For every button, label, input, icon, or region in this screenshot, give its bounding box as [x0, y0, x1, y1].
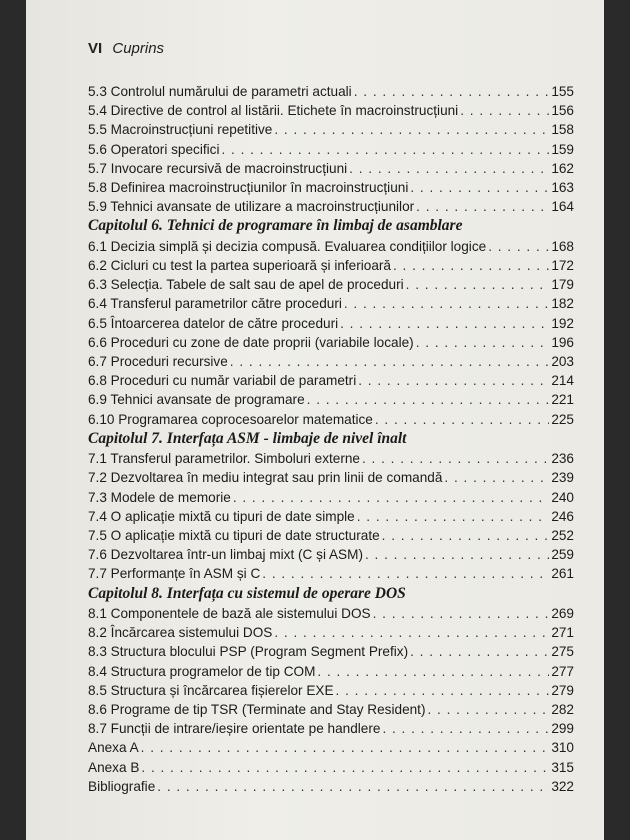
toc-entry-title: 8.2 Încărcarea sistemului DOS	[88, 625, 273, 641]
dot-leader	[340, 314, 549, 333]
toc-entry-page: 279	[551, 682, 574, 698]
toc-entry-page: 322	[551, 778, 574, 794]
toc-entry-title: 6.9 Tehnici avansate de programare	[88, 392, 305, 408]
toc-entry-title: 8.7 Funcții de intrare/ieșire orientate pe handlere	[88, 721, 381, 737]
dot-leader	[416, 197, 549, 216]
toc-entry-title: 5.5 Macroinstrucțiuni repetitive	[88, 122, 273, 138]
book-page	[26, 0, 604, 840]
dot-leader	[410, 642, 549, 661]
chapter-heading: Capitolul 7. Interfața ASM - limbaje de nivel înalt	[88, 429, 407, 447]
dot-leader	[230, 352, 550, 371]
toc-entry-title: 8.5 Structura și încărcarea fișierelor EXE	[88, 682, 334, 698]
dot-leader	[365, 545, 549, 564]
toc-entry	[88, 140, 574, 159]
toc-entry-title: 5.3 Controlul numărului de parametri actuali	[88, 84, 352, 99]
toc-entry-title: 6.8 Proceduri cu număr variabil de parametri	[88, 373, 357, 389]
toc-entry-page: 214	[551, 373, 574, 389]
toc-entry	[88, 700, 574, 719]
toc-entry-page: 162	[551, 160, 574, 176]
dot-leader	[317, 662, 549, 681]
toc-entry-title: 6.7 Proceduri recursive	[88, 353, 228, 369]
toc-entry-page: 239	[551, 470, 574, 486]
toc-entry	[88, 449, 574, 468]
toc-entry-page: 158	[551, 122, 574, 138]
toc-entry	[88, 719, 574, 738]
toc-entry-page: 156	[551, 103, 574, 119]
toc-entry-page: 252	[551, 527, 574, 543]
dot-leader	[157, 777, 549, 796]
toc-entry-page: 192	[551, 315, 574, 331]
toc-entry	[88, 237, 574, 256]
toc-entry-title: 7.1 Transferul parametrilor. Simboluri externe	[88, 451, 360, 467]
toc-entry-page: 236	[551, 451, 574, 467]
toc-entry-title: 5.4 Directive de control al listării. Etichete în macroinstrucțiuni	[88, 103, 459, 119]
dot-leader	[354, 82, 550, 101]
toc-entry-page: 277	[551, 663, 574, 679]
toc-entry-title: 8.4 Structura programelor de tip COM	[88, 663, 316, 679]
toc-entry	[88, 488, 574, 507]
toc-entry	[88, 197, 574, 216]
toc-entry-page: 182	[551, 296, 574, 312]
dot-leader	[406, 275, 550, 294]
toc-entry-title: 8.3 Structura blocului PSP (Program Segment Prefix)	[88, 644, 409, 660]
toc-entry	[88, 623, 574, 642]
dot-leader	[141, 758, 549, 777]
dot-leader	[428, 700, 550, 719]
toc-entry-page: 164	[551, 199, 574, 215]
chapter-heading: Capitolul 8. Interfața cu sistemul de operare DOS	[88, 584, 406, 602]
toc-entry-page: 196	[551, 334, 574, 350]
toc-entry	[88, 777, 574, 796]
toc-entry	[88, 333, 574, 352]
dot-leader	[460, 101, 549, 120]
toc-entry-title: 7.4 O aplicație mixtă cu tipuri de date simple	[88, 508, 355, 524]
toc-entry-page: 299	[551, 721, 574, 737]
toc-entry-title: 6.4 Transferul parametrilor către proceduri	[88, 296, 342, 312]
toc-entry-page: 172	[551, 258, 574, 273]
dot-leader	[344, 294, 549, 313]
toc-entry-page: 269	[551, 606, 574, 621]
toc-entry	[88, 507, 574, 526]
toc-entry	[88, 642, 574, 661]
toc-entry	[88, 758, 574, 777]
toc-entry-page: 168	[551, 238, 574, 254]
toc-entry	[88, 178, 574, 197]
dot-leader	[262, 564, 549, 583]
toc-entry-page: 225	[551, 411, 574, 427]
toc-entry-page: 179	[551, 277, 574, 293]
toc-entry-title: 7.2 Dezvoltarea în mediu integrat sau prin linii de comandă	[88, 470, 443, 486]
dot-leader	[233, 488, 550, 507]
toc-entry-page: 203	[551, 353, 574, 369]
page-header	[88, 40, 164, 57]
dot-leader	[393, 256, 549, 275]
dot-leader	[274, 120, 549, 139]
toc-entry-title: 8.6 Programe de tip TSR (Terminate and Stay Resident)	[88, 701, 426, 717]
toc-entry-page: 221	[551, 392, 574, 408]
toc-entry	[88, 564, 574, 583]
dot-leader	[382, 526, 550, 545]
dot-leader	[358, 371, 549, 390]
toc-entry-page: 282	[551, 701, 574, 717]
dot-leader	[362, 449, 549, 468]
toc-entry-page: 271	[551, 625, 574, 641]
toc-entry	[88, 526, 574, 545]
page-number-roman: VI	[88, 40, 103, 57]
toc-entry	[88, 410, 574, 429]
toc-entry-title: 5.6 Operatori specifici	[88, 141, 220, 157]
toc-entry	[88, 256, 574, 275]
toc-entry	[88, 275, 574, 294]
toc-entry	[88, 352, 574, 371]
table-of-contents	[88, 82, 574, 796]
toc-entry	[88, 294, 574, 313]
toc-entry-page: 261	[551, 566, 574, 582]
toc-entry	[88, 314, 574, 333]
dot-leader	[141, 738, 550, 757]
toc-entry	[88, 371, 574, 390]
toc-entry	[88, 101, 574, 120]
toc-entry	[88, 120, 574, 139]
dot-leader	[307, 390, 550, 409]
toc-entry-page: 155	[551, 84, 574, 99]
dot-leader	[444, 468, 549, 487]
dot-leader	[375, 410, 549, 429]
toc-entry-title: 5.7 Invocare recursivă de macroinstrucțiuni	[88, 160, 348, 176]
toc-entry-title: Anexa B	[88, 759, 140, 775]
toc-entry-title: 7.3 Modele de memorie	[88, 489, 231, 505]
toc-entry	[88, 390, 574, 409]
toc-entry-title: 7.7 Performanțe în ASM și C	[88, 566, 261, 582]
dot-leader	[373, 604, 550, 623]
dot-leader	[274, 623, 549, 642]
dot-leader	[410, 178, 549, 197]
dot-leader	[336, 681, 550, 700]
dot-leader	[357, 507, 550, 526]
toc-entry-title: 6.3 Selecția. Tabele de salt sau de apel de proceduri	[88, 277, 404, 293]
toc-entry	[88, 681, 574, 700]
header-title: Cuprins	[112, 40, 165, 57]
dot-leader	[488, 237, 549, 256]
toc-entry-title: 6.6 Proceduri cu zone de date proprii (variabile locale)	[88, 334, 414, 350]
toc-entry-title: 8.1 Componentele de bază ale sistemului DOS	[88, 606, 371, 621]
toc-entry-page: 246	[551, 508, 574, 524]
toc-entry-page: 163	[551, 179, 574, 195]
toc-entry-title: Bibliografie	[88, 778, 156, 794]
dot-leader	[349, 159, 549, 178]
toc-entry-page: 259	[551, 547, 574, 563]
toc-entry-title: 7.6 Dezvoltarea într-un limbaj mixt (C și ASM)	[88, 547, 363, 563]
toc-entry-title: 6.10 Programarea coprocesoarelor matematice	[88, 411, 373, 427]
toc-entry	[88, 662, 574, 681]
toc-entry-title: Anexa A	[88, 740, 139, 756]
toc-entry-page: 310	[551, 740, 574, 756]
toc-entry-title: 5.9 Tehnici avansate de utilizare a macroinstrucțiunilor	[88, 199, 415, 215]
toc-entry-page: 315	[551, 759, 574, 775]
toc-entry	[88, 82, 574, 101]
toc-entry-title: 6.1 Decizia simplă și decizia compusă. Evaluarea condițiilor logice	[88, 238, 487, 254]
toc-entry	[88, 738, 574, 757]
toc-entry	[88, 545, 574, 564]
toc-entry-title: 6.2 Cicluri cu test la partea superioară și inferioară	[88, 258, 391, 273]
dot-leader	[382, 719, 549, 738]
toc-entry	[88, 604, 574, 623]
toc-entry-page: 275	[551, 644, 574, 660]
toc-entry-page: 240	[551, 489, 574, 505]
toc-entry	[88, 159, 574, 178]
dot-leader	[221, 140, 549, 159]
dot-leader	[416, 333, 550, 352]
toc-entry-page: 159	[551, 141, 574, 157]
chapter-heading: Capitolul 6. Tehnici de programare în limbaj de asamblare	[88, 217, 463, 235]
toc-entry-title: 6.5 Întoarcerea datelor de către proceduri	[88, 315, 339, 331]
toc-entry-title: 7.5 O aplicație mixtă cu tipuri de date structurate	[88, 527, 380, 543]
toc-entry-title: 5.8 Definirea macroinstrucțiunilor în macroinstrucțiuni	[88, 179, 409, 195]
toc-entry	[88, 468, 574, 487]
